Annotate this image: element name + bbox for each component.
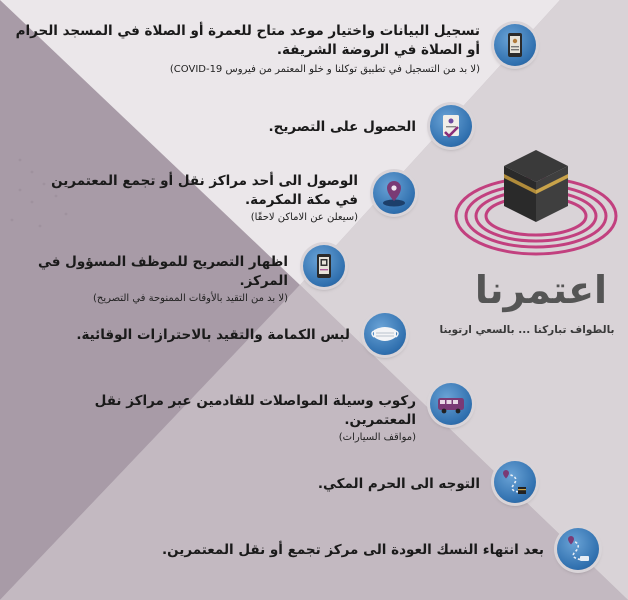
step-2-main: الحصول على التصريح.: [268, 119, 416, 135]
bus-icon: [430, 383, 472, 425]
step-5: [50, 326, 350, 345]
step-6: [36, 392, 416, 445]
step-1-sub: (لا بد من التسجيل في تطبيق توكلنا و خلو المعتمر من فيروس COVID-19): [169, 64, 480, 75]
step-3: [28, 172, 358, 225]
step-4: [18, 253, 288, 306]
step-8: [124, 541, 544, 560]
step-5-main: لبس الكمامة والتقيد بالاحترازات الوقائية.: [76, 327, 350, 343]
step-6-sub: (مواقف السيارات): [338, 432, 416, 443]
step-4-main: اظهار التصريح للموظف المسؤول في المركز.: [37, 254, 288, 289]
step-3-main: الوصول الى أحد مراكز نقل أو تجمع المعتمرين في مكة المكرمة.: [51, 173, 358, 208]
permit-document-icon: [430, 105, 472, 147]
return-route-icon: [557, 528, 599, 570]
step-6-main: ركوب وسيلة المواصلات للقادمين عبر مراكز نقل المعتمرين.: [94, 393, 416, 428]
location-pin-icon: [373, 172, 415, 214]
show-permit-phone-icon: [303, 245, 345, 287]
route-to-kaaba-icon: [494, 461, 536, 503]
step-1-main: تسجيل البيانات واختيار موعد متاح للعمرة أو الصلاة في المسجد الحرام أو الصلاة في الروضة الشريفة.: [15, 23, 480, 58]
step-2: [116, 118, 416, 137]
step-8-main: بعد انتهاء النسك العودة الى مركز تجمع أو نقل المعتمرين.: [161, 542, 544, 558]
kaaba-logo: [452, 148, 620, 260]
step-4-sub: (لا بد من التقيد بالأوقات الممنوحة في التصريح): [92, 293, 288, 304]
step-7-main: التوجه الى الحرم المكي.: [317, 476, 480, 492]
step-1: [10, 22, 480, 77]
brand-name: اعتمرنا: [474, 268, 608, 312]
face-mask-icon: [364, 313, 406, 355]
brand-slogan: بالطواف تباركنا ... بالسعي ارتوينا: [439, 324, 615, 336]
step-3-sub: (سيعلن عن الاماكن لاحقًا): [250, 212, 358, 223]
phone-app-icon: [494, 24, 536, 66]
step-7: [220, 475, 480, 494]
